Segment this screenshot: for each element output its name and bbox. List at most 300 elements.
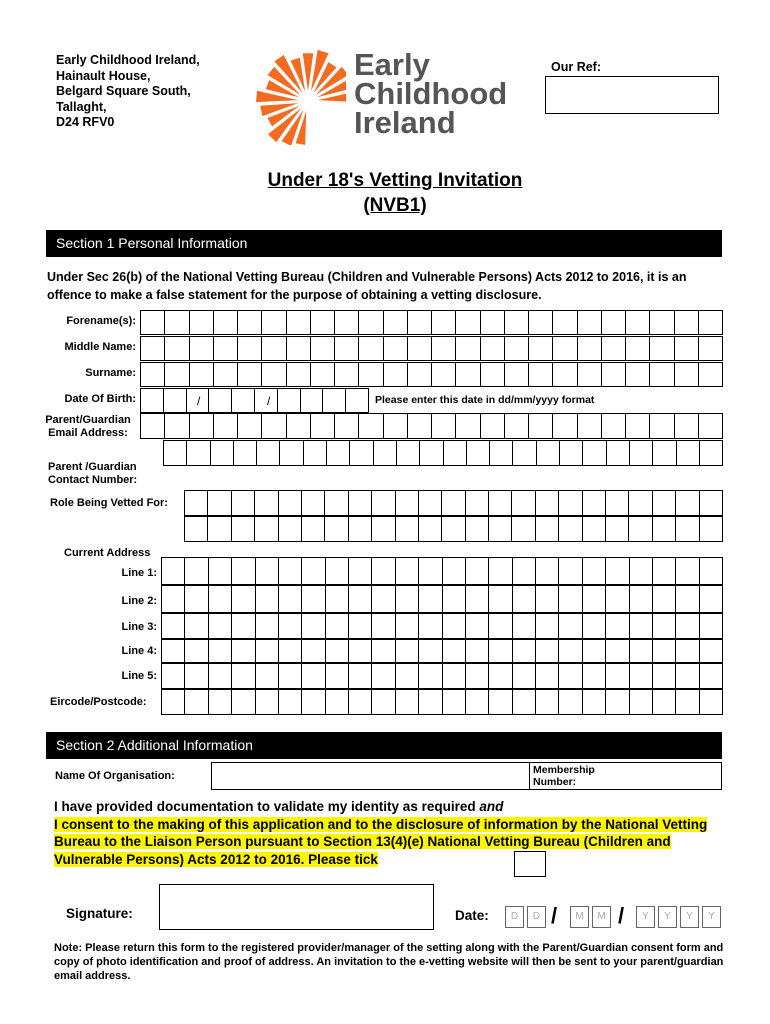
char-cell[interactable] bbox=[559, 585, 582, 613]
char-cell[interactable] bbox=[559, 639, 582, 663]
char-cell[interactable] bbox=[209, 557, 232, 585]
char-cell[interactable] bbox=[553, 413, 577, 439]
char-cell[interactable] bbox=[335, 362, 359, 387]
char-cell[interactable] bbox=[583, 639, 606, 663]
char-cell[interactable] bbox=[699, 413, 723, 439]
char-cell[interactable] bbox=[374, 440, 397, 466]
char-cell[interactable] bbox=[481, 336, 505, 361]
address-line-4-field[interactable] bbox=[161, 639, 723, 663]
char-cell[interactable] bbox=[279, 689, 302, 715]
char-cell[interactable] bbox=[372, 613, 395, 639]
char-cell[interactable] bbox=[384, 413, 408, 439]
char-cell[interactable] bbox=[164, 388, 187, 413]
char-cell[interactable] bbox=[396, 689, 419, 715]
signature-field[interactable] bbox=[159, 884, 434, 930]
char-cell[interactable] bbox=[302, 490, 325, 516]
char-cell[interactable] bbox=[650, 362, 674, 387]
middle-name-field[interactable] bbox=[140, 336, 723, 361]
char-cell[interactable] bbox=[699, 310, 723, 335]
char-cell[interactable] bbox=[238, 413, 262, 439]
address-line-5-field[interactable] bbox=[161, 663, 723, 689]
char-cell[interactable] bbox=[232, 663, 255, 689]
char-cell[interactable] bbox=[626, 362, 650, 387]
role-field-row-2[interactable] bbox=[184, 516, 723, 542]
char-cell[interactable] bbox=[442, 516, 465, 542]
char-cell[interactable] bbox=[629, 516, 652, 542]
date-year-digit-1[interactable]: Y bbox=[636, 906, 655, 928]
char-cell[interactable] bbox=[302, 585, 325, 613]
forename-field[interactable] bbox=[140, 310, 723, 335]
char-cell[interactable] bbox=[489, 689, 512, 715]
char-cell[interactable] bbox=[335, 413, 359, 439]
char-cell[interactable] bbox=[335, 336, 359, 361]
char-cell[interactable] bbox=[141, 388, 164, 413]
char-cell[interactable] bbox=[536, 516, 559, 542]
char-cell[interactable] bbox=[190, 336, 214, 361]
char-cell[interactable] bbox=[559, 516, 582, 542]
char-cell[interactable] bbox=[323, 388, 346, 413]
char-cell[interactable] bbox=[489, 490, 512, 516]
char-cell[interactable] bbox=[456, 310, 480, 335]
char-cell[interactable] bbox=[630, 639, 653, 663]
char-cell[interactable] bbox=[359, 362, 383, 387]
char-cell[interactable] bbox=[384, 362, 408, 387]
char-cell[interactable] bbox=[529, 310, 553, 335]
char-cell[interactable] bbox=[513, 613, 536, 639]
char-cell[interactable] bbox=[512, 490, 535, 516]
char-cell[interactable] bbox=[559, 557, 582, 585]
char-cell[interactable] bbox=[141, 310, 165, 335]
char-cell[interactable] bbox=[327, 440, 350, 466]
char-cell[interactable] bbox=[372, 689, 395, 715]
char-cell[interactable] bbox=[209, 639, 232, 663]
char-cell[interactable] bbox=[359, 336, 383, 361]
char-cell[interactable] bbox=[408, 310, 432, 335]
address-line-1-field[interactable] bbox=[161, 557, 723, 585]
char-cell[interactable] bbox=[325, 490, 348, 516]
char-cell[interactable] bbox=[326, 557, 349, 585]
char-cell[interactable] bbox=[626, 310, 650, 335]
char-cell[interactable] bbox=[583, 689, 606, 715]
char-cell[interactable] bbox=[583, 663, 606, 689]
char-cell[interactable] bbox=[214, 362, 238, 387]
char-cell[interactable] bbox=[653, 613, 676, 639]
char-cell[interactable] bbox=[553, 362, 577, 387]
char-cell[interactable] bbox=[653, 490, 676, 516]
char-cell[interactable] bbox=[512, 516, 535, 542]
char-cell[interactable] bbox=[513, 689, 536, 715]
char-cell[interactable] bbox=[466, 613, 489, 639]
char-cell[interactable] bbox=[396, 613, 419, 639]
char-cell[interactable] bbox=[279, 613, 302, 639]
char-cell[interactable] bbox=[630, 585, 653, 613]
char-cell[interactable] bbox=[489, 663, 512, 689]
char-cell[interactable] bbox=[311, 336, 335, 361]
char-cell[interactable] bbox=[700, 516, 723, 542]
char-cell[interactable] bbox=[420, 440, 443, 466]
char-cell[interactable] bbox=[536, 613, 559, 639]
date-month-digit-2[interactable]: M bbox=[592, 906, 611, 928]
char-cell[interactable] bbox=[279, 663, 302, 689]
date-year-digit-3[interactable]: Y bbox=[680, 906, 699, 928]
char-cell[interactable] bbox=[302, 663, 325, 689]
char-cell[interactable] bbox=[578, 362, 602, 387]
char-cell[interactable] bbox=[536, 663, 559, 689]
char-cell[interactable] bbox=[209, 388, 232, 413]
char-cell[interactable] bbox=[650, 336, 674, 361]
dob-field[interactable] bbox=[140, 388, 369, 413]
char-cell[interactable] bbox=[302, 516, 325, 542]
char-cell[interactable] bbox=[443, 639, 466, 663]
char-cell[interactable] bbox=[419, 585, 442, 613]
char-cell[interactable] bbox=[359, 310, 383, 335]
char-cell[interactable] bbox=[326, 639, 349, 663]
char-cell[interactable] bbox=[606, 557, 629, 585]
char-cell[interactable] bbox=[578, 413, 602, 439]
char-cell[interactable] bbox=[602, 362, 626, 387]
char-cell[interactable] bbox=[529, 413, 553, 439]
char-cell[interactable] bbox=[490, 440, 513, 466]
char-cell[interactable] bbox=[256, 585, 279, 613]
char-cell[interactable] bbox=[185, 689, 208, 715]
char-cell[interactable] bbox=[162, 557, 185, 585]
char-cell[interactable] bbox=[190, 413, 214, 439]
char-cell[interactable] bbox=[302, 639, 325, 663]
char-cell[interactable] bbox=[302, 557, 325, 585]
char-cell[interactable] bbox=[232, 557, 255, 585]
char-cell[interactable] bbox=[626, 413, 650, 439]
char-cell[interactable] bbox=[185, 613, 208, 639]
char-cell[interactable] bbox=[481, 413, 505, 439]
char-cell[interactable] bbox=[432, 413, 456, 439]
char-cell[interactable] bbox=[653, 689, 676, 715]
char-cell[interactable] bbox=[676, 613, 699, 639]
char-cell[interactable] bbox=[559, 613, 582, 639]
char-cell[interactable] bbox=[234, 440, 257, 466]
char-cell[interactable] bbox=[214, 310, 238, 335]
char-cell[interactable] bbox=[256, 639, 279, 663]
char-cell[interactable] bbox=[238, 336, 262, 361]
char-cell[interactable] bbox=[513, 585, 536, 613]
char-cell[interactable] bbox=[214, 413, 238, 439]
char-cell[interactable] bbox=[165, 310, 189, 335]
char-cell[interactable] bbox=[185, 663, 208, 689]
char-cell[interactable] bbox=[232, 585, 255, 613]
char-cell[interactable] bbox=[676, 689, 699, 715]
char-cell[interactable] bbox=[630, 440, 653, 466]
char-cell[interactable] bbox=[349, 639, 372, 663]
char-cell[interactable] bbox=[232, 689, 255, 715]
char-cell[interactable] bbox=[396, 516, 419, 542]
char-cell[interactable] bbox=[372, 516, 395, 542]
char-cell[interactable] bbox=[699, 362, 723, 387]
char-cell[interactable] bbox=[255, 490, 278, 516]
char-cell[interactable] bbox=[529, 336, 553, 361]
char-cell[interactable] bbox=[676, 639, 699, 663]
char-cell[interactable] bbox=[481, 362, 505, 387]
char-cell[interactable] bbox=[141, 362, 165, 387]
char-cell[interactable] bbox=[700, 585, 723, 613]
char-cell[interactable] bbox=[349, 516, 372, 542]
char-cell[interactable] bbox=[185, 516, 208, 542]
surname-field[interactable] bbox=[140, 362, 723, 387]
char-cell[interactable] bbox=[302, 613, 325, 639]
char-cell[interactable] bbox=[372, 490, 395, 516]
char-cell[interactable] bbox=[232, 613, 255, 639]
char-cell[interactable] bbox=[443, 689, 466, 715]
char-cell[interactable] bbox=[653, 639, 676, 663]
char-cell[interactable] bbox=[238, 362, 262, 387]
char-cell[interactable] bbox=[630, 663, 653, 689]
char-cell[interactable] bbox=[676, 585, 699, 613]
char-cell[interactable] bbox=[214, 336, 238, 361]
char-cell[interactable] bbox=[262, 310, 286, 335]
char-cell[interactable] bbox=[650, 310, 674, 335]
char-cell[interactable] bbox=[536, 585, 559, 613]
char-cell[interactable] bbox=[650, 413, 674, 439]
char-cell[interactable] bbox=[346, 388, 369, 413]
char-cell[interactable] bbox=[162, 689, 185, 715]
char-cell[interactable] bbox=[653, 516, 676, 542]
char-cell[interactable] bbox=[602, 310, 626, 335]
char-cell[interactable] bbox=[653, 663, 676, 689]
char-cell[interactable] bbox=[456, 362, 480, 387]
char-cell[interactable] bbox=[185, 557, 208, 585]
char-cell[interactable] bbox=[209, 613, 232, 639]
char-cell[interactable] bbox=[287, 362, 311, 387]
char-cell[interactable] bbox=[466, 639, 489, 663]
char-cell[interactable] bbox=[559, 663, 582, 689]
char-cell[interactable] bbox=[676, 557, 699, 585]
char-cell[interactable] bbox=[700, 613, 723, 639]
char-cell[interactable] bbox=[349, 663, 372, 689]
char-cell[interactable] bbox=[257, 440, 280, 466]
char-cell[interactable] bbox=[419, 516, 442, 542]
char-cell[interactable] bbox=[349, 689, 372, 715]
char-cell[interactable] bbox=[164, 440, 187, 466]
char-cell[interactable] bbox=[443, 613, 466, 639]
char-cell[interactable] bbox=[443, 585, 466, 613]
char-cell[interactable] bbox=[607, 440, 630, 466]
char-cell[interactable] bbox=[505, 362, 529, 387]
char-cell[interactable] bbox=[606, 516, 629, 542]
char-cell[interactable] bbox=[162, 585, 185, 613]
char-cell[interactable] bbox=[209, 663, 232, 689]
char-cell[interactable] bbox=[606, 585, 629, 613]
char-cell[interactable] bbox=[606, 663, 629, 689]
char-cell[interactable] bbox=[466, 585, 489, 613]
char-cell[interactable] bbox=[301, 388, 324, 413]
char-cell[interactable] bbox=[583, 490, 606, 516]
char-cell[interactable] bbox=[304, 440, 327, 466]
char-cell[interactable] bbox=[349, 585, 372, 613]
date-year-digit-2[interactable]: Y bbox=[658, 906, 677, 928]
char-cell[interactable] bbox=[513, 663, 536, 689]
char-cell[interactable] bbox=[396, 639, 419, 663]
char-cell[interactable] bbox=[466, 516, 489, 542]
eircode-field[interactable] bbox=[161, 689, 723, 715]
char-cell[interactable] bbox=[256, 663, 279, 689]
char-cell[interactable] bbox=[384, 336, 408, 361]
char-cell[interactable] bbox=[408, 336, 432, 361]
char-cell[interactable] bbox=[432, 336, 456, 361]
char-cell[interactable] bbox=[287, 336, 311, 361]
char-cell[interactable] bbox=[444, 440, 467, 466]
char-cell[interactable] bbox=[208, 490, 231, 516]
char-cell[interactable] bbox=[165, 336, 189, 361]
char-cell[interactable] bbox=[630, 689, 653, 715]
char-cell[interactable] bbox=[350, 440, 373, 466]
char-cell[interactable] bbox=[232, 516, 255, 542]
char-cell[interactable] bbox=[432, 310, 456, 335]
char-cell[interactable] bbox=[396, 663, 419, 689]
char-cell[interactable] bbox=[559, 490, 582, 516]
char-cell[interactable] bbox=[349, 557, 372, 585]
char-cell[interactable] bbox=[185, 585, 208, 613]
date-month-digit-1[interactable]: M bbox=[570, 906, 589, 928]
char-cell[interactable] bbox=[372, 663, 395, 689]
char-cell[interactable] bbox=[165, 413, 189, 439]
char-cell[interactable] bbox=[211, 440, 234, 466]
char-cell[interactable] bbox=[162, 639, 185, 663]
char-cell[interactable] bbox=[536, 557, 559, 585]
char-cell[interactable] bbox=[466, 490, 489, 516]
char-cell[interactable] bbox=[606, 639, 629, 663]
char-cell[interactable] bbox=[209, 689, 232, 715]
char-cell[interactable] bbox=[505, 336, 529, 361]
organisation-field[interactable] bbox=[211, 762, 722, 790]
char-cell[interactable] bbox=[466, 557, 489, 585]
char-cell[interactable] bbox=[419, 663, 442, 689]
char-cell[interactable] bbox=[536, 490, 559, 516]
char-cell[interactable] bbox=[583, 440, 606, 466]
char-cell[interactable] bbox=[675, 362, 699, 387]
char-cell[interactable] bbox=[256, 557, 279, 585]
char-cell[interactable] bbox=[372, 557, 395, 585]
char-cell[interactable] bbox=[209, 585, 232, 613]
char-cell[interactable] bbox=[141, 336, 165, 361]
char-cell[interactable] bbox=[349, 490, 372, 516]
char-cell[interactable] bbox=[653, 557, 676, 585]
char-cell[interactable] bbox=[419, 639, 442, 663]
char-cell[interactable] bbox=[232, 388, 255, 413]
char-cell[interactable] bbox=[700, 557, 723, 585]
char-cell[interactable] bbox=[311, 362, 335, 387]
char-cell[interactable] bbox=[505, 413, 529, 439]
char-cell[interactable] bbox=[553, 310, 577, 335]
char-cell[interactable] bbox=[372, 639, 395, 663]
char-cell[interactable] bbox=[255, 516, 278, 542]
char-cell[interactable] bbox=[396, 585, 419, 613]
char-cell[interactable] bbox=[326, 689, 349, 715]
char-cell[interactable] bbox=[536, 639, 559, 663]
char-cell[interactable] bbox=[311, 413, 335, 439]
char-cell[interactable] bbox=[489, 613, 512, 639]
char-cell[interactable] bbox=[396, 490, 419, 516]
char-cell[interactable] bbox=[408, 362, 432, 387]
char-cell[interactable] bbox=[489, 557, 512, 585]
char-cell[interactable] bbox=[335, 310, 359, 335]
char-cell[interactable] bbox=[396, 557, 419, 585]
date-day-digit-1[interactable]: D bbox=[505, 906, 524, 928]
char-cell[interactable] bbox=[456, 413, 480, 439]
date-day-digit-2[interactable]: D bbox=[527, 906, 546, 928]
char-cell[interactable] bbox=[606, 613, 629, 639]
char-cell[interactable] bbox=[238, 310, 262, 335]
char-cell[interactable] bbox=[262, 336, 286, 361]
char-cell[interactable] bbox=[190, 310, 214, 335]
char-cell[interactable] bbox=[700, 440, 723, 466]
char-cell[interactable] bbox=[326, 613, 349, 639]
char-cell[interactable] bbox=[419, 689, 442, 715]
char-cell[interactable] bbox=[630, 557, 653, 585]
char-cell[interactable] bbox=[432, 362, 456, 387]
char-cell[interactable] bbox=[537, 440, 560, 466]
char-cell[interactable] bbox=[141, 413, 165, 439]
char-cell[interactable] bbox=[513, 639, 536, 663]
char-cell[interactable] bbox=[256, 689, 279, 715]
char-cell[interactable] bbox=[700, 689, 723, 715]
char-cell[interactable] bbox=[262, 362, 286, 387]
char-cell[interactable] bbox=[629, 490, 652, 516]
char-cell[interactable] bbox=[165, 362, 189, 387]
char-cell[interactable] bbox=[578, 336, 602, 361]
char-cell[interactable] bbox=[676, 663, 699, 689]
email-field-row-2[interactable] bbox=[163, 440, 723, 466]
char-cell[interactable] bbox=[443, 663, 466, 689]
our-ref-field[interactable] bbox=[545, 76, 719, 114]
char-cell[interactable] bbox=[513, 557, 536, 585]
char-cell[interactable] bbox=[505, 310, 529, 335]
char-cell[interactable] bbox=[583, 516, 606, 542]
char-cell[interactable] bbox=[280, 440, 303, 466]
char-cell[interactable] bbox=[583, 613, 606, 639]
char-cell[interactable] bbox=[513, 440, 536, 466]
char-cell[interactable] bbox=[326, 585, 349, 613]
char-cell[interactable] bbox=[467, 440, 490, 466]
email-field-row-1[interactable] bbox=[140, 413, 723, 439]
char-cell[interactable] bbox=[408, 413, 432, 439]
char-cell[interactable] bbox=[325, 516, 348, 542]
char-cell[interactable] bbox=[602, 413, 626, 439]
char-cell[interactable] bbox=[397, 440, 420, 466]
char-cell[interactable] bbox=[676, 490, 699, 516]
char-cell[interactable] bbox=[630, 613, 653, 639]
char-cell[interactable] bbox=[287, 413, 311, 439]
char-cell[interactable] bbox=[185, 490, 208, 516]
char-cell[interactable] bbox=[489, 639, 512, 663]
char-cell[interactable] bbox=[278, 388, 301, 413]
char-cell[interactable] bbox=[606, 490, 629, 516]
char-cell[interactable] bbox=[583, 585, 606, 613]
char-cell[interactable] bbox=[553, 336, 577, 361]
char-cell[interactable] bbox=[419, 557, 442, 585]
char-cell[interactable] bbox=[700, 490, 723, 516]
char-cell[interactable] bbox=[372, 585, 395, 613]
char-cell[interactable] bbox=[489, 585, 512, 613]
char-cell[interactable] bbox=[466, 689, 489, 715]
char-cell[interactable] bbox=[443, 557, 466, 585]
char-cell[interactable] bbox=[326, 663, 349, 689]
char-cell[interactable] bbox=[675, 310, 699, 335]
char-cell[interactable] bbox=[349, 613, 372, 639]
address-line-3-field[interactable] bbox=[161, 613, 723, 639]
char-cell[interactable] bbox=[606, 689, 629, 715]
char-cell[interactable] bbox=[626, 336, 650, 361]
char-cell[interactable] bbox=[699, 336, 723, 361]
char-cell[interactable] bbox=[359, 413, 383, 439]
char-cell[interactable] bbox=[279, 557, 302, 585]
